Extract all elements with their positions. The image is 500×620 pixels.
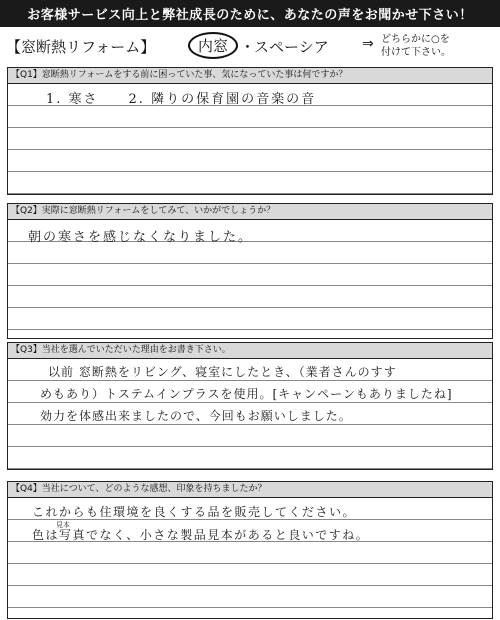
arrow-icon: ⇒ [362,36,374,52]
question-label-q4: 【Q4】当社について、どのような感想、印象を持ちましたか？ [8,482,492,498]
handwritten-answer-line: 朝の寒さを感じなくなりました。 [28,230,254,245]
handwritten-answer-line: これからも住環境を良くする品を販売してください。 [32,505,357,519]
answer-area-q1[interactable] [8,84,492,194]
handwritten-answer-line: 1. 寒さ 2. 隣りの保育園の音楽の音 [46,92,317,107]
option-separator: ・ [240,38,256,56]
question-section-q4 [7,481,493,619]
question-label-q3: 【Q3】当社を選んでいただいた理由をお書き下さい。 [8,343,492,359]
instruction-line-1: どちらかに○を [381,34,450,45]
answer-area-q4[interactable] [8,498,492,618]
question-label-q1: 【Q1】窓断熱リフォームをする前に困っていた事、気になっていた事は何ですか？ [8,68,492,84]
option-spacia[interactable]: スペーシア [254,38,329,56]
question-section-q3 [7,342,493,470]
question-label-q2: 【Q2】実際に窓断熱リフォームをしてみて、いかがでしょうか？ [8,204,492,220]
question-section-q1 [7,67,493,195]
handwritten-answer-line: 色は写真でなく、小さな製品見本があると良いですね。 [32,528,370,542]
answer-area-q3[interactable] [8,359,492,469]
circle-instruction [381,33,451,59]
product-title: 【窓断熱リフォーム】 [6,38,156,56]
instruction-line-2: 付けて下さい。 [381,47,451,58]
handwritten-answer-line: 効力を体感出来ましたので、今回もお願いしました。 [40,409,352,423]
handwritten-annotation: 見本 [56,521,70,529]
survey-banner [0,0,500,27]
question-section-q2 [7,203,493,339]
handwritten-answer-line: めもあり）トステムインプラスを使用。[キャンペーンもありましたね] [40,387,453,401]
product-title-row [0,27,500,67]
banner-text: お客様サービス向上と弊社成長のために、あなたの声をお聞かせ下さい！ [27,8,473,23]
handwritten-answer-line: 以前 窓断熱をリビング、寝室にしたとき、（業者さんのすす [48,365,397,379]
option-inner-window-circled[interactable]: 内窓 [188,32,238,59]
answer-area-q2[interactable] [8,220,492,338]
